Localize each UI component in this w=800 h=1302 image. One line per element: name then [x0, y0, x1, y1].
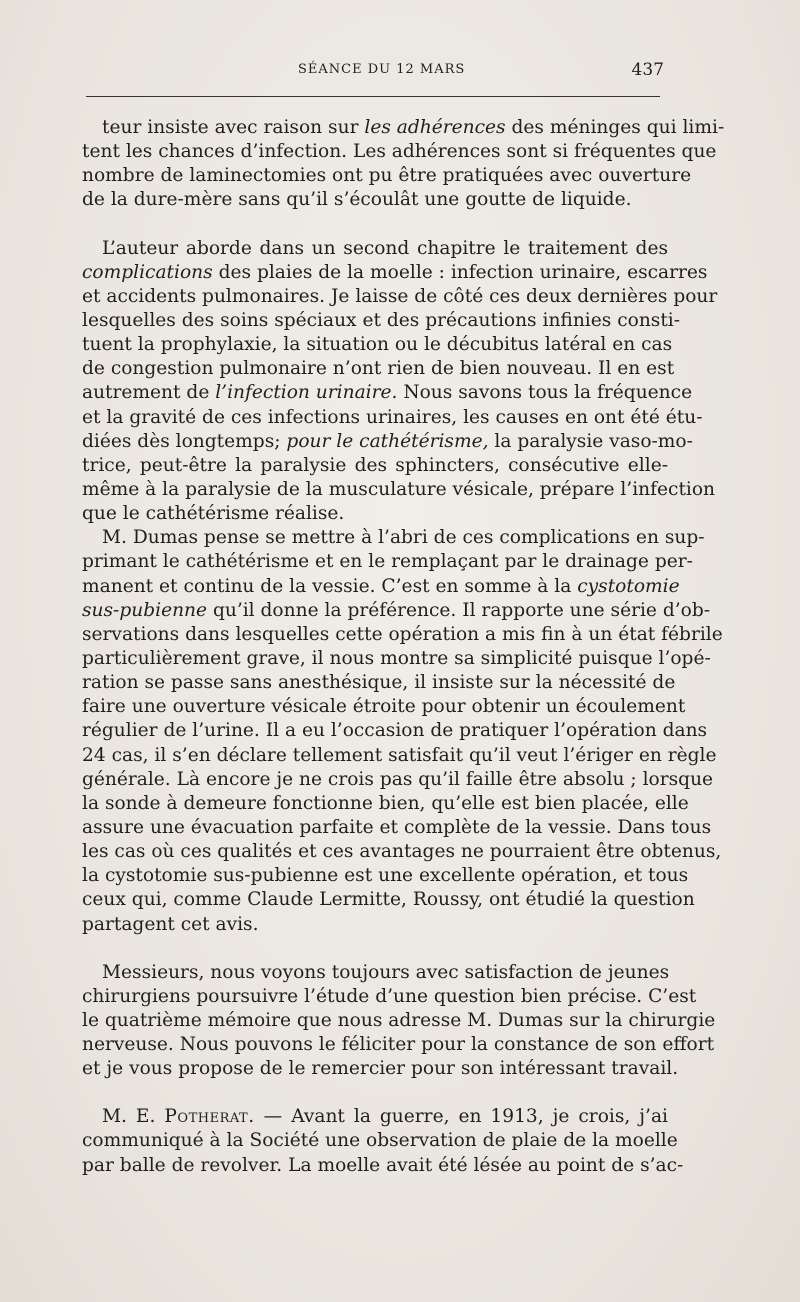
text-run: manent et continu de la vessie. C’est en somme à la: [82, 575, 578, 597]
text-line: [82, 309, 681, 333]
text-line: [82, 454, 668, 478]
paragraph: [82, 961, 716, 1082]
text-line: [82, 1033, 715, 1057]
text-line: [82, 768, 714, 792]
text-line: [82, 406, 703, 430]
text-run: les cas où ces qualités et ces avantages ne pourraient être obtenus,: [82, 841, 722, 863]
text-run: 24 cas, il s’en déclare tellement satisfait qu’il veut l’ériger en règle: [82, 744, 717, 766]
text-run: sus-pubienne: [82, 599, 208, 621]
text-run: tuent la prophylaxie, la situation ou le décubitus latéral en cas: [82, 334, 673, 356]
text-line: [82, 816, 712, 840]
text-line: [82, 575, 680, 599]
text-line: [82, 526, 705, 550]
text-run: lesquelles des soins spéciaux et des précautions infinies consti-: [82, 309, 681, 331]
text-run: M. Dumas pense se mettre à l’abri de ces complications en sup-: [102, 527, 705, 549]
text-line: [82, 502, 668, 526]
text-run: la sonde à demeure fonctionne bien, qu’elle est bien placée, elle: [82, 792, 689, 814]
text-line: [82, 961, 668, 985]
text-run: tent les chances d’infection. Les adhérences sont si fréquentes que: [82, 141, 717, 163]
text-line: [82, 599, 711, 623]
text-run: diées dès longtemps;: [82, 430, 287, 452]
text-line: [82, 913, 668, 937]
text-run: le quatrième mémoire que nous adresse M. Dumas sur la chirurgie: [82, 1009, 716, 1031]
text-run: de congestion pulmonaire n’ont rien de bien nouveau. Il en est: [82, 358, 675, 380]
page-header: [86, 60, 670, 84]
text-run: la cystotomie sus-pubienne est une excellente opération, et tous: [82, 865, 689, 887]
text-run: communiqué à la Société une observation de plaie de la moelle: [82, 1130, 678, 1152]
text-line: [82, 671, 676, 695]
text-run: que le cathétérisme réalise.: [82, 503, 345, 525]
text-run: faire une ouverture vésicale étroite pour obtenir un écoulement: [82, 696, 686, 718]
running-title: SÉANCE DU 12 MARS: [298, 62, 466, 77]
text-line: [82, 985, 697, 1009]
text-run: Messieurs, nous voyons toujours avec satisfaction de jeunes: [102, 961, 670, 983]
text-run: autrement de: [82, 382, 216, 404]
text-run: assure une évacuation parfaite et complète de la vessie. Dans tous: [82, 816, 712, 838]
text-run: de la dure-mère sans qu’il s’écoulât une goutte de liquide.: [82, 189, 632, 211]
text-run: nombre de laminectomies ont pu être pratiquées avec ouverture: [82, 165, 692, 187]
text-run: ceux qui, comme Claude Lermitte, Roussy, ont étudié la question: [82, 889, 695, 911]
text-line: [82, 550, 693, 574]
text-run: même à la paralysie de la musculature vésicale, prépare l’infection: [82, 478, 716, 500]
text-line: [82, 695, 686, 719]
text-line: [82, 864, 689, 888]
text-run: générale. Là encore je ne crois pas qu’il faille être absolu ; lorsque: [82, 768, 714, 790]
text-run: Nous savons tous la fréquence: [397, 382, 693, 404]
text-run: régulier de l’urine. Il a eu l’occasion de pratiquer l’opération dans: [82, 720, 708, 742]
text-line: [82, 1009, 716, 1033]
text-line: [82, 1057, 679, 1081]
text-line: [82, 164, 692, 188]
text-run: — Avant la guerre, en 1913, je crois, j’ai: [254, 1106, 668, 1128]
text-run: partagent cet avis.: [82, 913, 259, 935]
text-run: primant le cathétérisme et en le remplaçant par le drainage per-: [82, 551, 693, 573]
text-run: L’auteur aborde dans un second chapitre le traitement des: [102, 237, 668, 259]
paragraph: [82, 116, 725, 213]
text-line: [82, 116, 725, 140]
text-line: [82, 140, 717, 164]
text-line: [82, 430, 693, 454]
text-run: la paralysie vaso-mo-: [488, 430, 693, 452]
text-line: [82, 357, 675, 381]
text-run: par balle de revolver. La moelle avait été lésée au point de s’ac-: [82, 1154, 684, 1176]
text-line: [82, 1105, 668, 1129]
text-run: M. E.: [102, 1106, 165, 1128]
text-run: cystotomie: [577, 575, 680, 597]
text-line: [82, 623, 723, 647]
text-line: [82, 1154, 684, 1178]
text-run: teur insiste avec raison sur: [102, 117, 365, 138]
text-line: [82, 285, 718, 309]
text-line: [82, 381, 693, 405]
text-run: pour le cathétérisme,: [286, 430, 489, 452]
text-run: Potherat.: [164, 1106, 255, 1128]
text-line: [82, 719, 708, 743]
paragraph: [82, 237, 718, 527]
header-rule: [86, 96, 660, 97]
text-line: [82, 188, 668, 212]
paragraph: [82, 526, 723, 936]
text-run: trice, peut-être la paralysie des sphincters, consécutive elle-: [82, 454, 668, 476]
text-run: servations dans lesquelles cette opération a mis fin à un état fébrile: [82, 623, 723, 645]
body-text: [82, 116, 725, 1178]
text-run: qu’il donne la préférence. Il rapporte une série d’ob-: [207, 599, 711, 621]
text-run: complications: [82, 261, 213, 283]
page-number: 437: [631, 60, 664, 80]
text-run: des plaies de la moelle : infection urinaire, escarres: [212, 261, 708, 283]
text-run: des méninges qui limi-: [505, 117, 725, 138]
text-line: [82, 792, 689, 816]
text-line: [82, 744, 717, 768]
text-line: [82, 478, 716, 502]
text-line: [82, 647, 711, 671]
text-run: et accidents pulmonaires. Je laisse de côté ces deux dernières pour: [82, 285, 718, 307]
text-run: ration se passe sans anesthésique, il insiste sur la nécessité de: [82, 672, 676, 694]
paragraph: [82, 1105, 684, 1177]
text-run: et je vous propose de le remercier pour son intéressant travail.: [82, 1058, 679, 1080]
text-line: [82, 840, 722, 864]
text-run: nerveuse. Nous pouvons le féliciter pour la constance de son effort: [82, 1034, 715, 1056]
text-line: [82, 237, 668, 261]
text-line: [82, 261, 708, 285]
text-run: les adhérences: [364, 117, 506, 138]
text-run: chirurgiens poursuivre l’étude d’une question bien précise. C’est: [82, 985, 697, 1007]
text-line: [82, 333, 673, 357]
text-line: [82, 888, 695, 912]
text-run: particulièrement grave, il nous montre sa simplicité puisque l’opé-: [82, 647, 711, 669]
text-run: et la gravité de ces infections urinaires, les causes en ont été étu-: [82, 406, 703, 428]
text-run: l’infection urinaire.: [215, 382, 398, 404]
text-line: [82, 1129, 678, 1153]
